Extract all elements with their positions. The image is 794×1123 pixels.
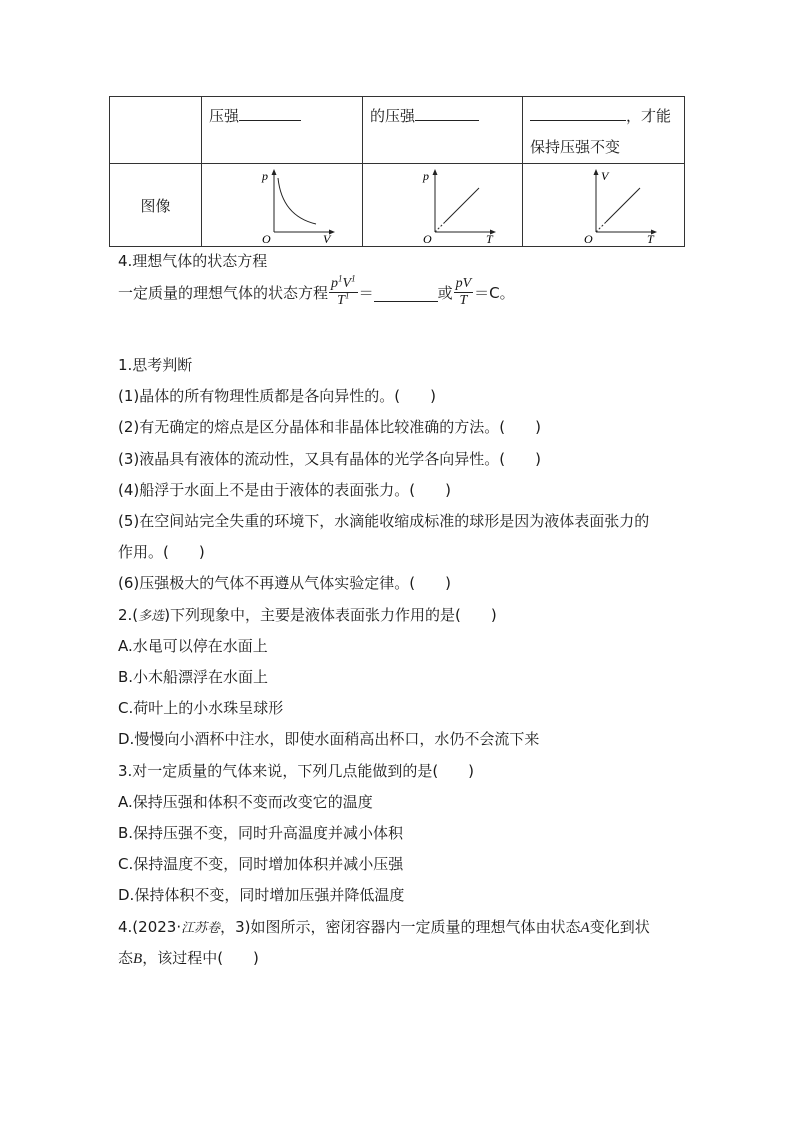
frac-den: T	[459, 293, 468, 308]
table-cell	[363, 164, 523, 247]
p-t-graph	[383, 164, 503, 244]
x-axis-label: T	[485, 232, 493, 244]
question-1-heading: 1.思考判断	[118, 356, 193, 374]
fill-blank	[374, 283, 438, 302]
judgment-item: (6)压强极大的气体不再遵从气体实验定律。( )	[118, 574, 451, 592]
option-c: C.荷叶上的小水珠呈球形	[118, 699, 284, 717]
frac-p: p	[331, 276, 339, 291]
q4-source: 江苏卷	[181, 921, 221, 936]
q2-stem-text: )下列现象中，主要是液体表面张力作用的是( )	[164, 606, 497, 624]
option-b: B.保持压强不变，同时升高温度并减小体积	[118, 824, 404, 842]
q4-text: ，3)如图所示，密闭容器内一定质量的理想气体由状态	[220, 918, 581, 936]
option-d: D.保持体积不变，同时增加压强并降低温度	[118, 886, 405, 904]
equals-sign: ＝	[358, 284, 374, 302]
judgment-item-continued: 作用。( )	[118, 543, 205, 561]
fraction-p1v1-t1	[329, 273, 358, 309]
table-row	[110, 164, 685, 247]
x-axis-label: V	[323, 232, 331, 244]
q4-text: ，该过程中( )	[142, 949, 259, 967]
q2-prefix: 2.(	[118, 606, 139, 624]
state-equation-line	[118, 273, 515, 309]
table-cell	[523, 164, 685, 247]
origin-label: O	[583, 232, 593, 244]
option-a: A.水黾可以停在水面上	[118, 637, 268, 655]
section-heading: 4.理想气体的状态方程	[118, 252, 268, 270]
option-d: D.慢慢向小酒杯中注水，即使水面稍高出杯口，水仍不会流下来	[118, 730, 540, 748]
question-3-stem: 3.对一定质量的气体来说，下列几点能做到的是( )	[118, 762, 475, 780]
y-axis-label: p	[262, 169, 268, 183]
q4-text: 态	[118, 949, 134, 967]
option-c: C.保持温度不变，同时增加体积并减小压强	[118, 855, 404, 873]
fill-blank	[530, 102, 626, 121]
judgment-item: (1)晶体的所有物理性质都是各向异性的。( )	[118, 387, 436, 405]
frac-sup: 1	[351, 273, 356, 284]
cell-text: 保持压强不变	[530, 138, 621, 156]
row-label: 图像	[140, 196, 171, 215]
fill-blank	[239, 102, 301, 121]
judgment-item: (3)液晶具有液体的流动性，又具有晶体的光学各向异性。( )	[118, 450, 541, 468]
frac-num: pV	[455, 276, 472, 291]
table-cell	[110, 164, 202, 247]
q4-prefix: 4.(2023·	[118, 918, 182, 936]
table-row	[110, 97, 685, 164]
judgment-item: (5)在空间站完全失重的环境下，水滴能收缩成标准的球形是因为液体表面张力的	[118, 512, 650, 530]
x-axis-label: T	[646, 232, 654, 244]
p-v-graph	[222, 164, 342, 244]
question-2-stem	[118, 604, 497, 625]
y-axis-label: V	[600, 169, 608, 183]
option-b: B.小木船漂浮在水面上	[118, 668, 269, 686]
judgment-item: (2)有无确定的熔点是区分晶体和非晶体比较准确的方法。( )	[118, 418, 541, 436]
state-a-symbol: A	[580, 920, 590, 936]
table-cell	[202, 164, 363, 247]
or-text: 或	[437, 284, 453, 302]
cell-text: 的压强	[370, 107, 416, 125]
judgment-item: (4)船浮于水面上不是由于液体的表面张力。( )	[118, 481, 451, 499]
option-a: A.保持压强和体积不变而改变它的温度	[118, 793, 373, 811]
frac-sup: 1	[338, 273, 343, 284]
table-cell	[363, 97, 523, 164]
table-cell-empty	[110, 97, 202, 164]
equation-tail: ＝C。	[474, 284, 515, 302]
gas-law-table	[109, 96, 685, 247]
fraction-pv-t	[454, 276, 474, 309]
y-axis-label: p	[422, 169, 429, 183]
origin-label: O	[262, 232, 271, 244]
table-cell	[523, 97, 685, 164]
fill-blank	[415, 102, 479, 121]
frac-v: V	[342, 276, 352, 291]
q4-text: 变化到状	[589, 918, 650, 936]
equation-prefix: 一定质量的理想气体的状态方程	[118, 284, 329, 302]
state-b-symbol: B	[133, 951, 143, 967]
table-cell	[202, 97, 363, 164]
frac-t: T	[337, 293, 345, 308]
v-t-graph	[544, 164, 664, 244]
question-4-stem-line2	[118, 947, 259, 968]
frac-sup: 1	[344, 290, 350, 301]
multi-select-tag: 多选	[138, 609, 165, 624]
cell-text: ，才能	[626, 107, 672, 125]
origin-label: O	[422, 232, 432, 244]
question-4-stem-line1	[118, 916, 650, 937]
cell-text: 压强	[209, 107, 240, 125]
